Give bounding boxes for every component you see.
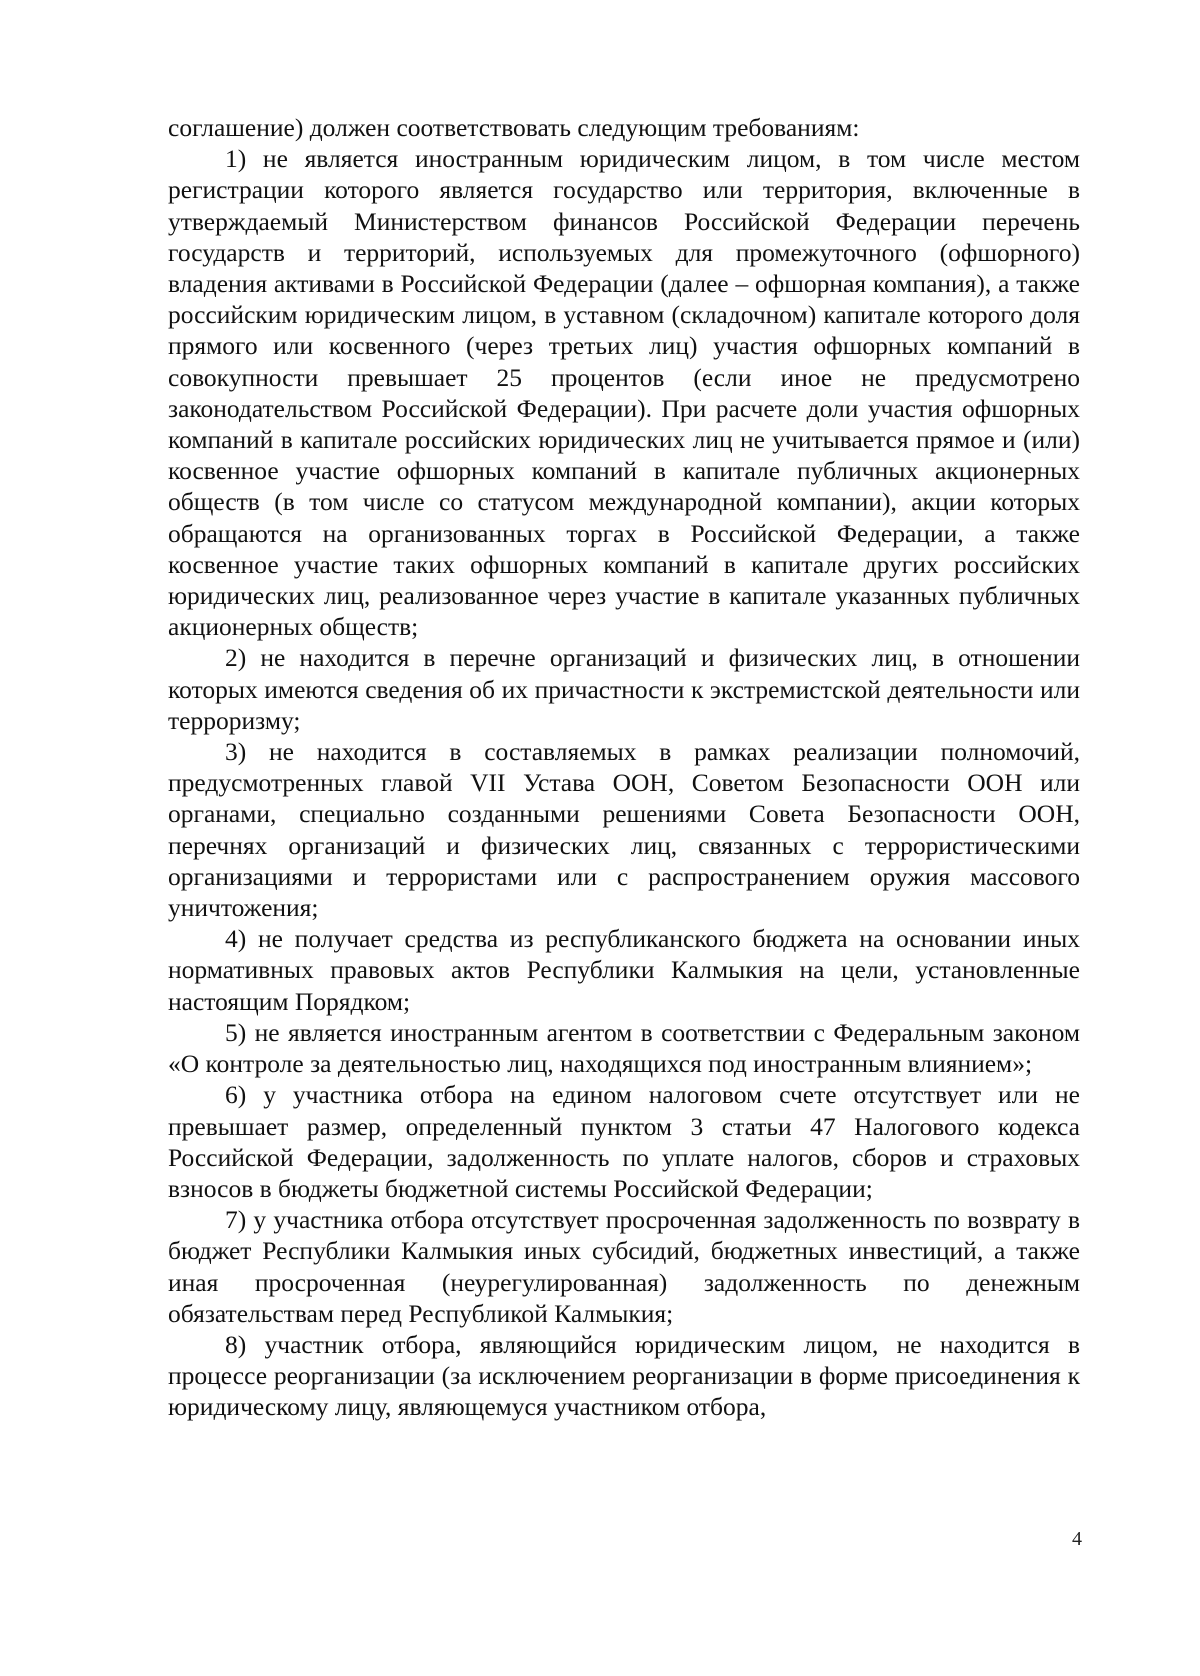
paragraph-item-8: 8) участник отбора, являющийся юридическим лицом, не находится в процессе реорганизации (за исключением реорганизации в форме присоединения к юридическому лицу, являющемуся участником отбора, <box>168 1329 1080 1422</box>
paragraph-item-3: 3) не находится в составляемых в рамках реализации полномочий, предусмотренных главой VII Устава ООН, Советом Безопасности ООН или органами, специально созданными решениями Совета Безопасности ООН, перечнях организаций и физических лиц, связанных с террористическими организациями и террористами или с распространением оружия массового уничтожения; <box>168 737 1080 923</box>
paragraph-item-5: 5) не является иностранным агентом в соответствии с Федеральным законом «О контроле за деятельностью лиц, находящихся под иностранным влиянием»; <box>168 1017 1080 1079</box>
document-body <box>168 112 1080 1423</box>
paragraph-item-1: 1) не является иностранным юридическим лицом, в том числе местом регистрации которого является государство или территория, включенные в утверждаемый Министерством финансов Российской Федерации перечень государств и территорий, используемых для промежуточного (офшорного) владения активами в Российской Федерации (далее – офшорная компания), а также российским юридическим лицом, в уставном (складочном) капитале которого доля прямого или косвенного (через третьих лиц) участия офшорных компаний в совокупности превышает 25 процентов (если иное не предусмотрено законодательством Российской Федерации). При расчете доли участия офшорных компаний в капитале российских юридических лиц не учитывается прямое и (или) косвенное участие офшорных компаний в капитале публичных акционерных обществ (в том числе со статусом международной компании), акции которых обращаются на организованных торгах в Российской Федерации, а также косвенное участие таких офшорных компаний в капитале других российских юридических лиц, реализованное через участие в капитале указанных публичных акционерных обществ; <box>168 144 1080 642</box>
paragraph-item-7: 7) у участника отбора отсутствует просроченная задолженность по возврату в бюджет Республики Калмыкия иных субсидий, бюджетных инвестиций, а также иная просроченная (неурегулированная) задолженность по денежным обязательствам перед Республикой Калмыкия; <box>168 1205 1080 1328</box>
paragraph-item-6: 6) у участника отбора на едином налоговом счете отсутствует или не превышает размер, определенный пунктом 3 статьи 47 Налогового кодекса Российской Федерации, задолженность по уплате налогов, сборов и страховых взносов в бюджеты бюджетной системы Российской Федерации; <box>168 1080 1080 1203</box>
paragraph-item-4: 4) не получает средства из республиканского бюджета на основании иных нормативных правовых актов Республики Калмыкия на цели, установленные настоящим Порядком; <box>168 924 1080 1016</box>
paragraph-item-2: 2) не находится в перечне организаций и физических лиц, в отношении которых имеются сведения об их причастности к экстремистской деятельности или терроризму; <box>168 643 1080 735</box>
page-number: 4 <box>1072 1528 1082 1550</box>
paragraph-intro: соглашение) должен соответствовать следующим требованиям: <box>168 113 860 142</box>
